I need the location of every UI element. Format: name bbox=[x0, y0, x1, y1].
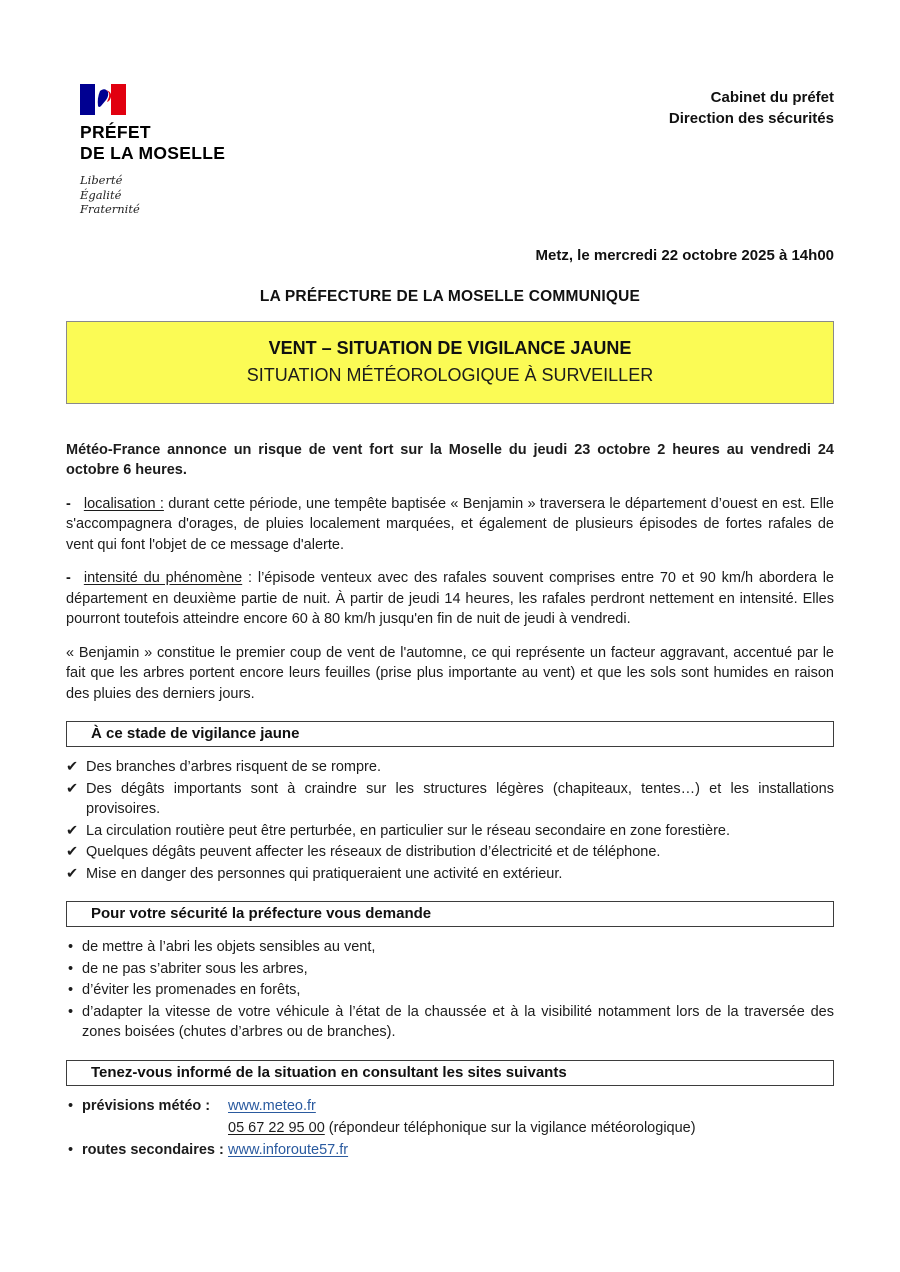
banner-subtitle: SITUATION MÉTÉOROLOGIQUE À SURVEILLER bbox=[246, 364, 654, 385]
list-item: ✔ La circulation routière peut être perturbée, en particulier sur le réseau secondaire en zone forestière. bbox=[66, 821, 834, 842]
vigilance-banner bbox=[66, 321, 834, 404]
list-item: • de ne pas s’abriter sous les arbres, bbox=[66, 959, 834, 980]
check-icon: ✔ bbox=[66, 759, 79, 775]
communique-title: LA PRÉFECTURE DE LA MOSELLE COMMUNIQUE bbox=[259, 287, 641, 305]
list-item: • de mettre à l’abri les objets sensibles au vent, bbox=[66, 937, 834, 958]
meteo-link[interactable]: www.meteo.fr bbox=[228, 1097, 316, 1114]
motto-egalite: Égalité bbox=[80, 187, 122, 202]
intensite-paragraph bbox=[66, 568, 834, 630]
bullet-icon: • bbox=[68, 939, 74, 955]
routes-row bbox=[66, 1140, 834, 1160]
meteo-row bbox=[66, 1096, 834, 1116]
benjamin-paragraph: « Benjamin » constitue le premier coup de vent de l'automne, ce qui représente un facteur aggravant, accentué par le fait que les arbres portent encore leurs feuilles (prise plus importante au vent) et que les sols sont humides en raison des pluies des derniers jours. bbox=[66, 644, 834, 702]
list-item: • d’éviter les promenades en forêts, bbox=[66, 980, 834, 1001]
motto-liberte: Liberté bbox=[80, 173, 123, 187]
issuing-office bbox=[669, 84, 834, 217]
localisation-label: localisation : bbox=[83, 495, 164, 512]
logo-territory-label: DE LA MOSELLE bbox=[80, 143, 226, 163]
list-item: ✔ Mise en danger des personnes qui pratiqueraient une activité en extérieur. bbox=[66, 864, 834, 885]
prefecture-logo bbox=[80, 84, 225, 217]
section-heading-info: Tenez-vous informé de la situation en consultant les sites suivants bbox=[66, 1060, 834, 1086]
intensite-label: intensité du phénomène bbox=[83, 570, 243, 586]
vigilance-phone-link[interactable]: 05 67 22 95 00 bbox=[228, 1119, 325, 1136]
bullet-icon: • bbox=[68, 982, 74, 998]
information-sources bbox=[66, 1096, 834, 1160]
vigilance-effects-list bbox=[66, 757, 834, 884]
document-header bbox=[66, 0, 834, 217]
phone-description: (répondeur téléphonique sur la vigilance météorologique) bbox=[324, 1119, 696, 1136]
meteo-label: prévisions météo : bbox=[82, 1097, 211, 1114]
logo-prefet-label: PRÉFET bbox=[80, 122, 151, 142]
intensite-text: : l’épisode venteux avec des rafales souvent comprises entre 70 et 90 km/h abordera le département en deuxième partie de nuit. À partir de jeudi 14 heures, les rafales perdront nettement en intensité. Elles pourront toutefois atteindre encore 60 à 80 km/h jusqu'en fin de nuit de jeudi à vendredi. bbox=[66, 570, 834, 627]
inforoute-link[interactable]: www.inforoute57.fr bbox=[228, 1141, 349, 1158]
section-heading-vigilance: À ce stade de vigilance jaune bbox=[66, 721, 834, 747]
security-advice-list bbox=[66, 937, 834, 1043]
list-item: ✔ Des branches d’arbres risquent de se rompre. bbox=[66, 757, 834, 778]
office-line-1: Cabinet du préfet bbox=[710, 89, 834, 106]
check-icon: ✔ bbox=[66, 780, 79, 797]
localisation-text: durant cette période, une tempête baptisée « Benjamin » traversera le département d’ouest en est. Elle s'accompagnera d'orages, de pluies localement marquées, et également de plusieurs épisodes de fortes rafales de vent qui font l'objet de ce message d'alerte. bbox=[66, 495, 834, 553]
bullet-icon: • bbox=[68, 1141, 74, 1158]
banner-title: VENT – SITUATION DE VIGILANCE JAUNE bbox=[268, 337, 632, 358]
check-icon: ✔ bbox=[66, 865, 79, 882]
lead-paragraph: Météo-France annonce un risque de vent fort sur la Moselle du jeudi 23 octobre 2 heures au vendredi 24 octobre 6 heures. bbox=[66, 441, 834, 478]
localisation-paragraph bbox=[66, 494, 834, 556]
motto-fraternite: Fraternité bbox=[80, 202, 140, 216]
dateline: Metz, le mercredi 22 octobre 2025 à 14h00 bbox=[535, 246, 834, 264]
bullet-icon: • bbox=[68, 1003, 74, 1020]
check-icon: ✔ bbox=[66, 844, 79, 860]
section-heading-securite: Pour votre sécurité la préfecture vous demande bbox=[66, 901, 834, 927]
check-icon: ✔ bbox=[66, 822, 79, 839]
phone-row bbox=[66, 1118, 834, 1138]
dash-bullet: - bbox=[66, 570, 71, 586]
list-item: ✔ Des dégâts importants sont à craindre sur les structures légères (chapiteaux, tentes…) et les installations provisoires. bbox=[66, 779, 834, 820]
routes-label: routes secondaires : bbox=[82, 1141, 224, 1158]
marianne-silhouette-icon bbox=[80, 84, 126, 115]
body-text bbox=[66, 440, 834, 705]
bullet-icon: • bbox=[68, 1097, 74, 1114]
republic-motto bbox=[80, 173, 225, 217]
list-item: • d’adapter la vitesse de votre véhicule à l’état de la chaussée et à la visibilité notamment lors de la traversée des zones boisées (chutes d’arbres ou de branches). bbox=[66, 1002, 834, 1043]
french-flag-icon bbox=[80, 84, 126, 115]
office-line-2: Direction des sécurités bbox=[668, 110, 834, 127]
dash-bullet: - bbox=[66, 495, 71, 512]
list-item: ✔ Quelques dégâts peuvent affecter les réseaux de distribution d’électricité et de téléphone. bbox=[66, 842, 834, 863]
bullet-icon: • bbox=[68, 960, 74, 977]
